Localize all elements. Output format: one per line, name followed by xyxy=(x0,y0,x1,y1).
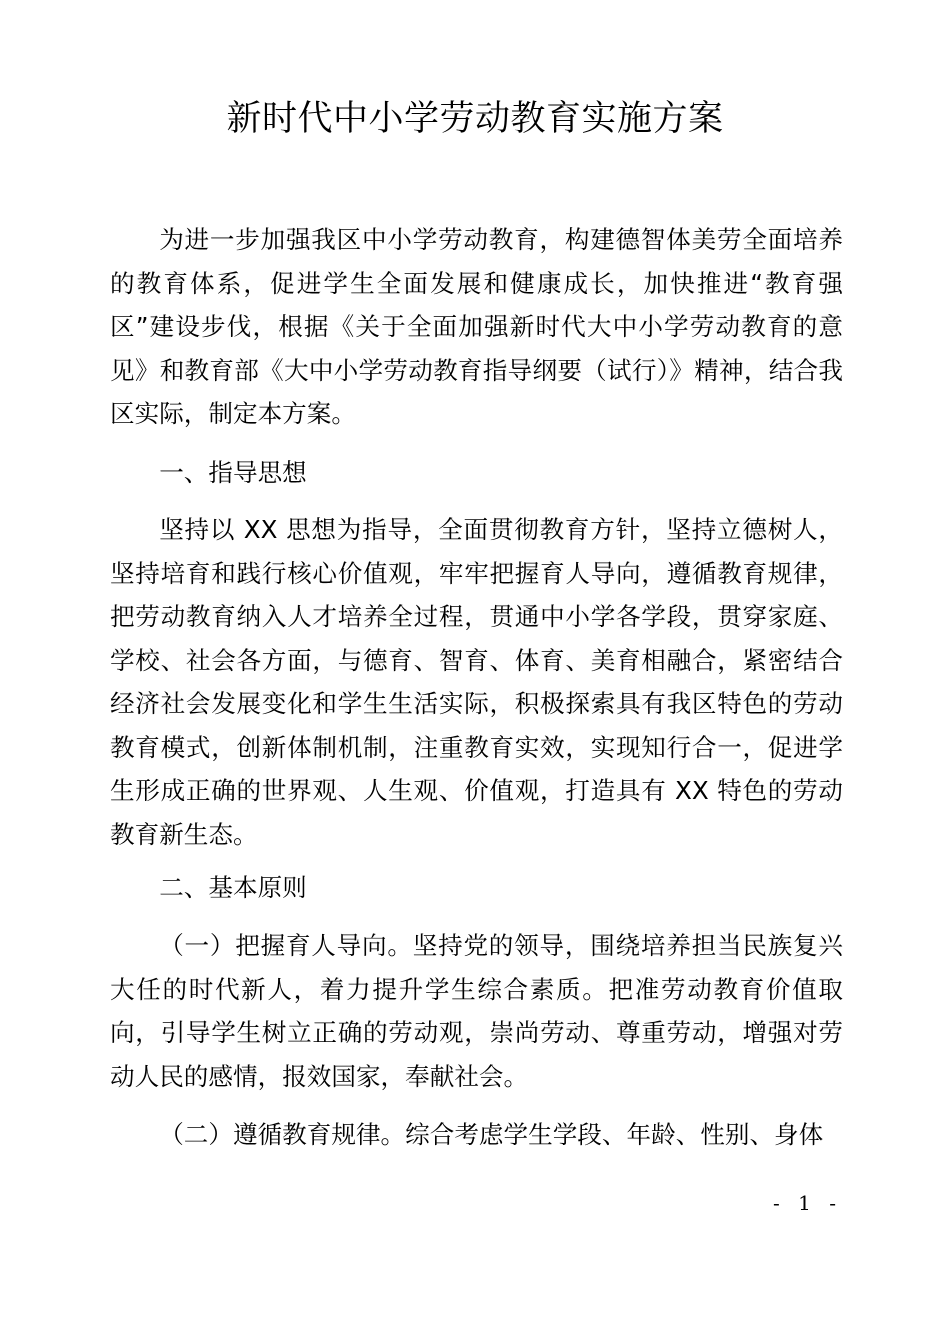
document-title: 新时代中小学劳动教育实施方案 xyxy=(226,99,724,139)
principle-1-heading: （一）把握育人导向。 xyxy=(159,931,413,960)
principle-2-heading: （二）遵循教育规律。 xyxy=(159,1120,406,1149)
page-number: - 1 - xyxy=(773,1191,842,1215)
principle-2-paragraph xyxy=(110,1113,843,1157)
guiding-ideology-paragraph: 坚持以 XX 思想为指导，全面贯彻教育方针，坚持立德树人，坚持培育和践行核心价值观，牢牢把握育人导向，遵循教育规律，把劳动教育纳入人才培养全过程，贯通中小学各学段，贯穿家庭、学校、社会各方面，与德育、智育、体育、美育相融合，紧密结合经济社会发展变化和学生生活实际，积极探索具有我区特色的劳动教育模式，创新体制机制，注重教育实效，实现知行合一，促进学生形成正确的世界观、人生观、价值观，打造具有 XX 特色的劳动教育新生态。 xyxy=(110,515,843,849)
principle-2-text: 综合考虑学生学段、年龄、性别、身体 xyxy=(405,1120,824,1149)
principle-1-text: 坚持党的领导，围绕培养担当民族复兴大任的时代新人，着力提升学生综合素质。把准劳动教育价值取向，引导学生树立正确的劳动观，崇尚劳动、尊重劳动，增强对劳动人民的感情，报效国家，奉献社会。 xyxy=(110,931,843,1091)
section-heading-guiding-ideology: 一、指导思想 xyxy=(159,458,307,487)
principle-1-paragraph xyxy=(110,924,843,1098)
intro-paragraph: 为进一步加强我区中小学劳动教育，构建德智体美劳全面培养的教育体系，促进学生全面发展和健康成长，加快推进“教育强区”建设步伐，根据《关于全面加强新时代大中小学劳动教育的意见》和教育部《大中小学劳动教育指导纲要（试行）》精神，结合我区实际，制定本方案。 xyxy=(110,225,843,428)
section-heading-basic-principles: 二、基本原则 xyxy=(159,873,307,902)
